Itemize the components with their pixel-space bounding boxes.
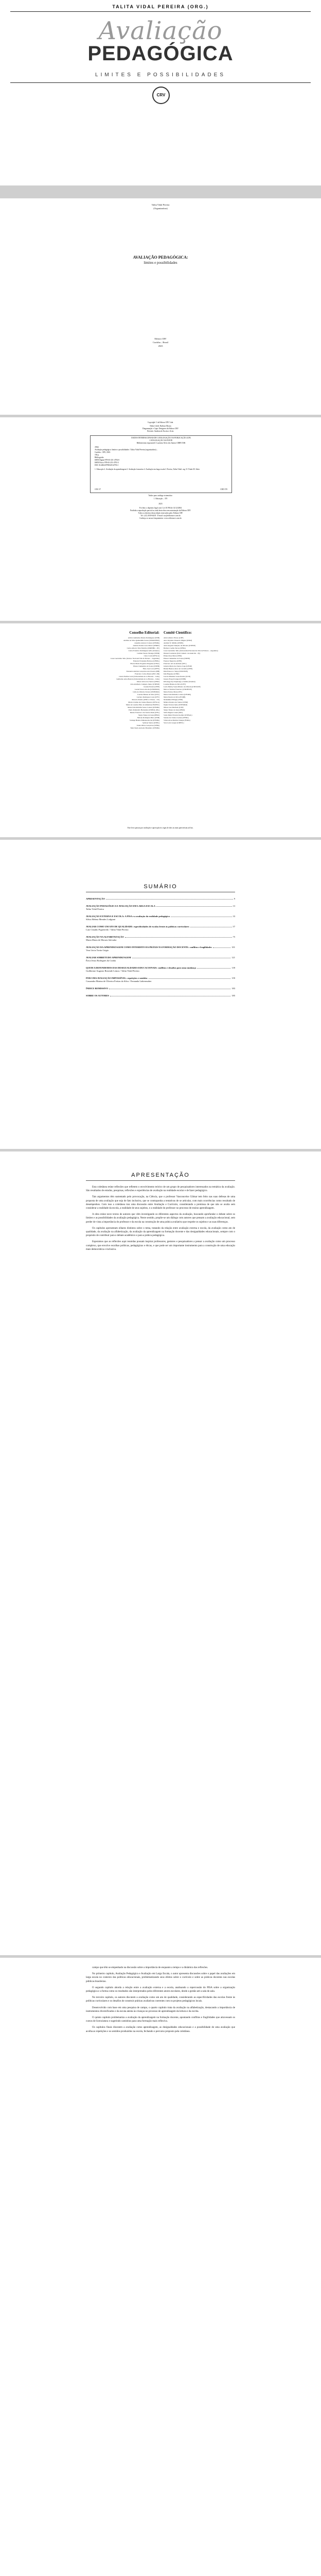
- cip-title: DADOS INTERNACIONAIS DE CATALOGAÇÃO NA PUBLICAÇÃO (CIP): [131, 437, 191, 439]
- publisher-logo: [152, 87, 170, 104]
- scientific-committee-title: Comitê Científico:: [164, 631, 192, 635]
- committee-member: Cesar Gerónimo Tello (Universidad Nacional de Três de Febrero – Argentina): [164, 650, 218, 652]
- toc-item-page: 75: [233, 936, 235, 938]
- toc-item[interactable]: [86, 967, 235, 973]
- council-member: Renato Francisco dos Santos Paula (UFG): [130, 711, 159, 714]
- editorial-council-list: [82, 637, 159, 730]
- committee-member: Ana Chrystina Venancio Mignot (UERJ): [164, 639, 192, 641]
- toc-item[interactable]: [86, 956, 235, 962]
- editorial-council-title: Conselho Editorial:: [129, 631, 159, 635]
- scientific-committee-list: [164, 637, 241, 724]
- toc-item-author: Érica Jesus Rodrigues da Cunha: [86, 959, 116, 962]
- committee-member: Maria Pereira da Silva (FURB): [164, 696, 186, 698]
- toc-item-page: 9: [234, 897, 235, 900]
- paragraph: Esta coletânea reúne reflexões que refletem o envolvimento teórico de um grupo de pesquisadores interessados na temática da avaliação. São resultados de estudos, pesquisas, reflexões e experiências de avaliação na realidade escolar e de fazer pedagógico.: [86, 1186, 235, 1193]
- committee-member: Jussara Fraga Portugal (UNEB): [164, 678, 186, 680]
- paragraph: campo que têm se empenhado na discussão sobre a importância de enquanto a tempo e a dinâmica das reflexões.: [92, 1967, 208, 1969]
- toc-item[interactable]: [86, 987, 235, 990]
- presentation-title: APRESENTAÇÃO: [131, 1172, 190, 1178]
- council-member: Cesar Gerónimo Tello (Univer. Nacional Três de Febrero – Argentina): [110, 657, 159, 659]
- toc-item[interactable]: [86, 905, 235, 911]
- council-member: Fernando Antônio Gonçalves Alcoforado (IPB): [126, 670, 159, 672]
- toc-item-title: QUEM A DEFENDEMOS DAS DESIGUALDADES EDUCACIONAIS: conflitos e desafios para uma mudança: [86, 967, 197, 969]
- council-member: Maria Lília Imbiriba Sousa Colares (UFOPA): [128, 706, 159, 708]
- council-member: Tania Suely Azevedo Brasileiro (UFOPA): [130, 727, 159, 729]
- committee-member: Marcos Vinicius Francisco (UNOESTE): [164, 688, 192, 690]
- copyright: Copyright © da Editora CRV Ltda.: [147, 421, 174, 423]
- chapter-summary-body: [86, 1966, 235, 2036]
- toc-item-title: AVALIAR COMO UM ATO DE QUALIDADE: especificidades de escolas frente às políticas curriculares: [86, 925, 189, 928]
- committee-member: José de Ribamar Sousa Pereira (UCB): [164, 675, 190, 677]
- council-member: Carmen Tereza Velanga (UNIR): [137, 652, 159, 654]
- cover-bottom-line: [10, 82, 311, 83]
- cip-line: Curitiba : CRV, 2023.: [95, 451, 111, 453]
- council-member: João Adalberto Campato Junior (UNESP): [130, 683, 159, 685]
- toc-item[interactable]: [86, 925, 235, 931]
- cip-cdd: CDD 370: [220, 488, 227, 490]
- cip-line: Bibliografia: [95, 456, 104, 459]
- cip-line: ISBN Digital 978-65-251-4794-0: [95, 459, 120, 461]
- cip-box: [90, 435, 232, 493]
- toc-item-title: AVALIAÇÃO PEDAGÓGICA E AVALIAÇÃO EM LARGA ESCALA: [86, 905, 155, 907]
- title-publisher: Editora CRV: [154, 337, 167, 340]
- council-member: Elione Maria Nogueira Diogenes (UFAL): [130, 663, 159, 665]
- council-member: Jailson Alves dos Santos (UFRJ): [136, 681, 159, 683]
- legal-line: Todos os direitos desta edição reservados pela: Editora CRV: [138, 512, 183, 514]
- committee-member: Sérgio Nunes de Jesus (IFRO): [164, 709, 185, 711]
- committee-member: Andréia N. Militão (UEMS): [164, 642, 184, 644]
- council-member: Paulo Romualdo Hernandes (UNIFAL-MG): [129, 709, 159, 711]
- text-page-a: [0, 1958, 321, 2576]
- toc-title: SUMÁRIO: [144, 884, 177, 890]
- committee-member: Maria Lilia Imbiriba Colares (UFOPA): [164, 693, 191, 696]
- toc-item-title: AVALIAÇÃO NA ALFABETIZAÇÃO: [86, 936, 124, 938]
- council-member: Lídia de Oliveira Xavier (UNIEURO): [133, 691, 159, 693]
- committee-member: Nilson José Machado (USP): [164, 706, 184, 708]
- cip-line: Avaliação pedagógica: limites e possibilidades / Talita Vidal Pereira (organizadora) –: [95, 449, 158, 451]
- council-member: Sydione Santos (UEPG): [142, 722, 159, 724]
- cover-subtitle: LIMITES E POSSIBILIDADES: [95, 72, 226, 78]
- council-page: [0, 623, 321, 837]
- legal-block: [0, 507, 321, 520]
- paragraph: Esperamos que as reflexões aqui reunidas possam inspirar professores, gestores e pesquisadores a pensar a avaliação como um processo complexo, que envolve escolhas políticas, pedagógicas e éticas, e que pode ser um importante instrumento para a construção de uma educação mais democrática e inclusiva.: [86, 1241, 235, 1251]
- book-subtitle: limites e possibilidades: [144, 261, 177, 265]
- committee-member: Eliane Rose Maio (UEM): [164, 655, 182, 657]
- council-member: Luciano Rodrigues Costa (UFV): [136, 696, 159, 698]
- credits-lines: [0, 425, 321, 433]
- toc-item-page: 101: [231, 946, 235, 948]
- council-member: Carlos Alberto Vilar Estêvão (UMINHO – PT): [127, 647, 159, 649]
- toc-page: [0, 840, 321, 1149]
- council-member: Maria Cristina dos Santos Bezerra (UFSCar): [128, 701, 159, 703]
- book-title: AVALIAÇÃO PEDAGÓGICA:: [133, 255, 188, 260]
- credit-line: Editor-chefe: Railson Moura: [150, 425, 171, 427]
- toc-item-author: Marta Maria de Moraes Salvador: [86, 939, 117, 941]
- council-member: Maria de Lourdes Pinto de Almeida (UNOESC): [126, 704, 159, 706]
- council-member: Guillermo Arias Beatón (Universidade de La Havana – Cuba): [116, 678, 159, 680]
- cip-line: ISBN Físico 978-65-251-4793-3: [95, 462, 119, 464]
- cover-page: [0, 0, 321, 196]
- paragraph: A obra reúne nove textos de autores que vêm investigando os diferentes aspectos da avaliação, buscando aprofundar o debate sobre os limites e as possibilidades da avaliação pedagógica. Neste sentido, propõe-se um diálogo com autores que pensam a avaliação educacional, sem perder de vista a importância do professor e da escola na construção de uma prática avaliativa que respeite os sujeitos e as suas diferenças.: [86, 1213, 235, 1224]
- index-line: 1. Educação – 370: [153, 498, 168, 500]
- title-city: Curitiba – Brasil: [153, 341, 168, 344]
- paragraph: No primeiro capítulo, Avaliação Pedagógica e Avaliação em Larga Escala, o autor apresenta discussões sobre o papel das avaliações em larga escala no contexto das políticas educacionais, problematizando seus efeitos sobre o currículo e sobre as práticas docentes nas escolas públicas brasileiras.: [86, 1973, 235, 1983]
- legal-line: Foi feito o depósito legal conf. Lei 10.994 de 14/12/2004: [139, 507, 182, 509]
- council-member: Tadeu Oliver Gonçalves (UFPA): [136, 724, 159, 726]
- title-page: [0, 198, 321, 415]
- org-name: Talita Vidal Pereira: [151, 204, 170, 206]
- council-member: Eduardo Fernandes Barbosa (UFMG): [133, 660, 159, 662]
- cip-line: DOI 10.24824/978652514793.3: [95, 464, 119, 466]
- council-member: Francisco Carlos Duarte (PUC-PR): [135, 673, 159, 675]
- cip-line: A962: [95, 446, 99, 448]
- toc-item-page: 139: [231, 967, 235, 969]
- toc-item[interactable]: [86, 946, 235, 952]
- toc-item[interactable]: [86, 897, 235, 901]
- toc-item-page: 159: [231, 977, 235, 979]
- paragraph: Desenvolvido com base em uma pesquisa de campo, o quarto capítulo trata da avaliação na alfabetização, destacando a importância de instrumentos diversificados e da escuta atenta às crianças no processo de aprendizagem da leitura e da escrita.: [86, 2006, 235, 2013]
- council-member: Josania Portela (UFPI): [144, 686, 159, 688]
- toc-item-author: Sílvia Helena Mendes Lodgiani: [86, 918, 116, 921]
- cip-line: 184 p.: [95, 454, 99, 456]
- committee-member: Altair Alberto Fávero (UPF): [164, 637, 184, 639]
- toc-item-page: 13: [233, 905, 235, 907]
- toc-item-title: SOBRE OS AUTORES: [86, 994, 109, 997]
- toc-item-author: Cassandra Marina de Oliveira Freitas da Silva / Fernanda Lahtermaher: [86, 980, 152, 982]
- cover-author: TALITA VIDAL PEREIRA (ORG.): [112, 4, 209, 9]
- toc-item[interactable]: [86, 915, 235, 921]
- committee-member: Maria Eurácy Maia (UFC): [164, 691, 183, 693]
- toc-item-title: AVALIAÇÃO EXTERNA E ESCOLA: A PISA e a avaliação da realidade pedagógica: [86, 915, 170, 918]
- cover-gray-band: [0, 185, 321, 196]
- committee-member: Suzana dos Santos Gomes (UFMG): [164, 717, 189, 719]
- council-member: Anselmo Alencar Colares (UFOPA): [134, 642, 159, 644]
- toc-list: [86, 897, 235, 1002]
- committee-member: Francisco Ari de Andrade (UFC): [164, 663, 187, 665]
- legal-line: Tel.: (41) 3039-6418 - E-mail: sac@editoracrv.com.br: [140, 515, 181, 517]
- committee-member: Lucia Marisy Souza Ribeiro de Oliveira (UNIVASF): [164, 686, 201, 688]
- paragraph: Os capítulos finais discutem a avaliação como aprendizagem, as desigualdades educacionais e a possibilidade de uma avaliação que acolha as repetições e os sentidos produzidos na escola, fechando o percurso proposto pela coletânea.: [86, 2026, 235, 2033]
- committee-member: Sonia Maria Ferreira Koehler (UNISAL): [164, 714, 192, 716]
- index-title: Índice para catálogo sistemático: [148, 495, 173, 497]
- title-year: 2023: [158, 345, 163, 347]
- committee-member: Diosnel Centurion (Univ Americ. de Asunción – Py): [164, 652, 201, 654]
- cip-subjects: 1. Educação 2. Avaliação da aprendizagem 3. Avaliação formativa 4. Avaliação em larga escala I. Pereira, Talita Vidal. org. II. Título III. Série.: [95, 468, 200, 470]
- cip-cdu: CDU 37: [95, 488, 101, 490]
- council-member: Celso Conti (UFSCar): [144, 655, 159, 657]
- legal-line: Proibida a reprodução parcial ou total desta obra sem autorização da Editora CRV: [130, 510, 191, 512]
- toc-item[interactable]: [86, 994, 235, 997]
- committee-member: Elizeu Clementino de Souza (UNEB): [164, 657, 190, 659]
- credit-line: Diagramação e Capa: Designers da Editora CRV: [142, 428, 179, 430]
- publisher-logo-text: CRV: [156, 93, 166, 97]
- toc-item-author: Vera Lúcia Tortia Grigio: [86, 949, 109, 952]
- committee-member: Gláucia Maria dos Santos Jorge (UFOP): [164, 665, 192, 667]
- council-member: Simone Rodrigues Pinto (UNB): [137, 717, 159, 719]
- presentation-title-rule: [86, 1180, 235, 1181]
- committee-member: Mohammed Elhajji (UFRJ): [164, 699, 183, 701]
- council-footnote: Este livro passou por avaliação e aprovação às cegas de dois ou mais pareceristas ad hoc.: [127, 827, 194, 829]
- paragraph: Tais argumentos têm sustentado pelo provocação, na Ciência, que o professor Vasconcelos Gilmar tem feito nas suas defesas de uma proposta de uma avaliação que seja de fato inclusiva, que se contraponha a tentativas de se articular, com mais ocorrências como resultado de desempenhos. Com isso a coletânea traz uma discussão entre Avaliação e Currículo, considerando a premissa de que não se avalia sem considerar a realidade da escola, a realidade de seus sujeitos, e a realidade do professor no processo de ensino aprendizagem.: [86, 1196, 235, 1210]
- cover-title-bold: PEDAGÓGICA: [87, 42, 234, 65]
- committee-member: Kilwangy Kya Kapitango-a-Samba (Unemat): [164, 681, 195, 683]
- committee-member: Fauston Negreiros (UFPI): [164, 660, 182, 662]
- council-member: Carlos Federico Dominguez Avila (Unieuro): [128, 650, 159, 652]
- toc-item-page: 33: [233, 915, 235, 918]
- presentation-body: [86, 1185, 235, 1254]
- committee-member: Ilma Passos A. Veiga (UNICEUB): [164, 670, 188, 672]
- committee-member: Anna Augusta Sampaio de Oliveira (UNESP): [164, 645, 195, 647]
- toc-item-author: Talita Vidal Pereira: [86, 908, 104, 910]
- council-member: Marcelo Paixão (UFRJ e UTexas – US): [132, 699, 159, 701]
- toc-item-page: 185: [231, 994, 235, 997]
- council-member: Élsio José Corá (UFFS): [142, 668, 159, 670]
- credit-line: Revisão: Analista de Escrita e Artes: [147, 430, 174, 432]
- council-member: Andréia da Silva Quintanilha Sousa (UNIR/UFRN): [123, 639, 159, 641]
- toc-item-author: Luiz Claudio Figueiredo / Talita Vidal Pereira: [86, 928, 129, 931]
- committee-member: Vera Lucia Gaspar (UDESC): [164, 722, 184, 724]
- committee-member: Lourdes Helena da Silva (UFV): [164, 683, 186, 685]
- committee-member: Barbara Coelho Neves (UFBA): [164, 647, 186, 649]
- presentation-page: [0, 1151, 321, 1955]
- org-role: (Organizadora): [153, 207, 168, 210]
- committee-member: Vânia Alves Martins Chaigar (FURG): [164, 719, 190, 721]
- council-member: Gloria Fariñas León (Universidade de La Havana – Cuba): [119, 675, 159, 677]
- toc-item-author: Guilherme Augusto Rezende Lemos / Talita Vidal Pereira: [86, 970, 139, 972]
- cover-title-script: Avaliação: [98, 16, 223, 45]
- council-member: Sérgio Nunes de Jesus (IFRO): [138, 714, 159, 716]
- cip-subtitle: CATALOGAÇÃO NA FONTE: [149, 439, 173, 442]
- rights-year: 2023: [158, 503, 163, 505]
- toc-item-title: APRESENTAÇÃO: [86, 897, 105, 900]
- credits-page: [0, 417, 321, 621]
- cover-top-line: [10, 11, 311, 12]
- toc-item-title: AVALIAÇÃO DA APRENDIZAGEM COMO INTERDITO DA PRÁXIS NA FORMAÇÃO DOCENTE: conflitos e fragilidades: [86, 946, 212, 948]
- cip-librarian: Bibliotecária responsável: Luzenira Alves dos Santos CRB9/1506: [136, 442, 186, 444]
- paragraph: Os capítulos apresentam olhares distintos sobre o tema, tratando da relação entre avaliação externa e escola, da avaliação como ato de qualidade, da avaliação na alfabetização, da avaliação da aprendizagem na formação docente e das desigualdades educacionais, sempre com o propósito de contribuir para o debate acadêmico e para a prática pedagógica.: [86, 1227, 235, 1238]
- paragraph: O quinto capítulo problematiza a avaliação da aprendizagem na formação docente, apontando conflitos e fragilidades que atravessam os cursos de licenciatura e sugerindo caminhos para uma formação mais reflexiva.: [86, 2016, 235, 2023]
- committee-member: Najela Tavares Ujiie (UNESPAR): [164, 704, 187, 706]
- council-member: Antônio Pereira Gaio Júnior (UFRRJ): [133, 645, 159, 647]
- paragraph: No terceiro capítulo, os autores discutem a avaliação como um ato de qualidade, considerando as especificidades das escolas frente às políticas curriculares e os desafios de construir práticas avaliativas coerentes com os projetos pedagógicos locais.: [86, 1996, 235, 2003]
- toc-item-page: 183: [231, 987, 235, 990]
- council-member: Lourdes Helena da Silva (UFV): [137, 693, 159, 696]
- toc-item-title: AVALIAR SOBRETUDO APRENDIZAGEM: [86, 956, 131, 959]
- toc-item-title: POR UMA AVALIAÇÃO IMPOSSÍVEL: repetições e sentidos: [86, 977, 148, 979]
- toc-item[interactable]: [86, 936, 235, 942]
- committee-member: Inês Bragança (UERJ): [164, 673, 180, 675]
- committee-member: Mônica Pereira dos Santos (UFRJ): [164, 701, 188, 703]
- cip-record: [91, 445, 231, 472]
- committee-member: Silvia Regina Canan (URI): [164, 711, 183, 714]
- toc-item-page: 57: [233, 925, 235, 928]
- council-member: Solange Helena Ximenes-Rocha (UFOPA): [130, 719, 159, 721]
- toc-item-title: ÍNDICE REMISSIVO: [86, 987, 109, 990]
- council-member: Elizeu Clementino de Souza (UNEB): [133, 665, 159, 667]
- legal-line: Conheça os nossos lançamentos: www.editoracrv.com.br: [139, 517, 182, 519]
- paragraph: O segundo capítulo aborda a relação entre a avaliação externa e a escola, analisando a repercussão do PISA sobre a organização pedagógica e a forma como os resultados são interpretados pelos diferentes atores escolares, desde a gestão até a sala de aula.: [86, 1986, 235, 1993]
- toc-item-page: 121: [231, 956, 235, 959]
- council-member: Aldira Guimarães Duarte Domínguez (UNB): [128, 637, 159, 639]
- committee-member: Helder Buenos Aires de Carvalho (UFPI): [164, 668, 193, 670]
- toc-item[interactable]: [86, 977, 235, 983]
- council-member: Leonel Severo Rocha (UNISINOS): [134, 688, 159, 690]
